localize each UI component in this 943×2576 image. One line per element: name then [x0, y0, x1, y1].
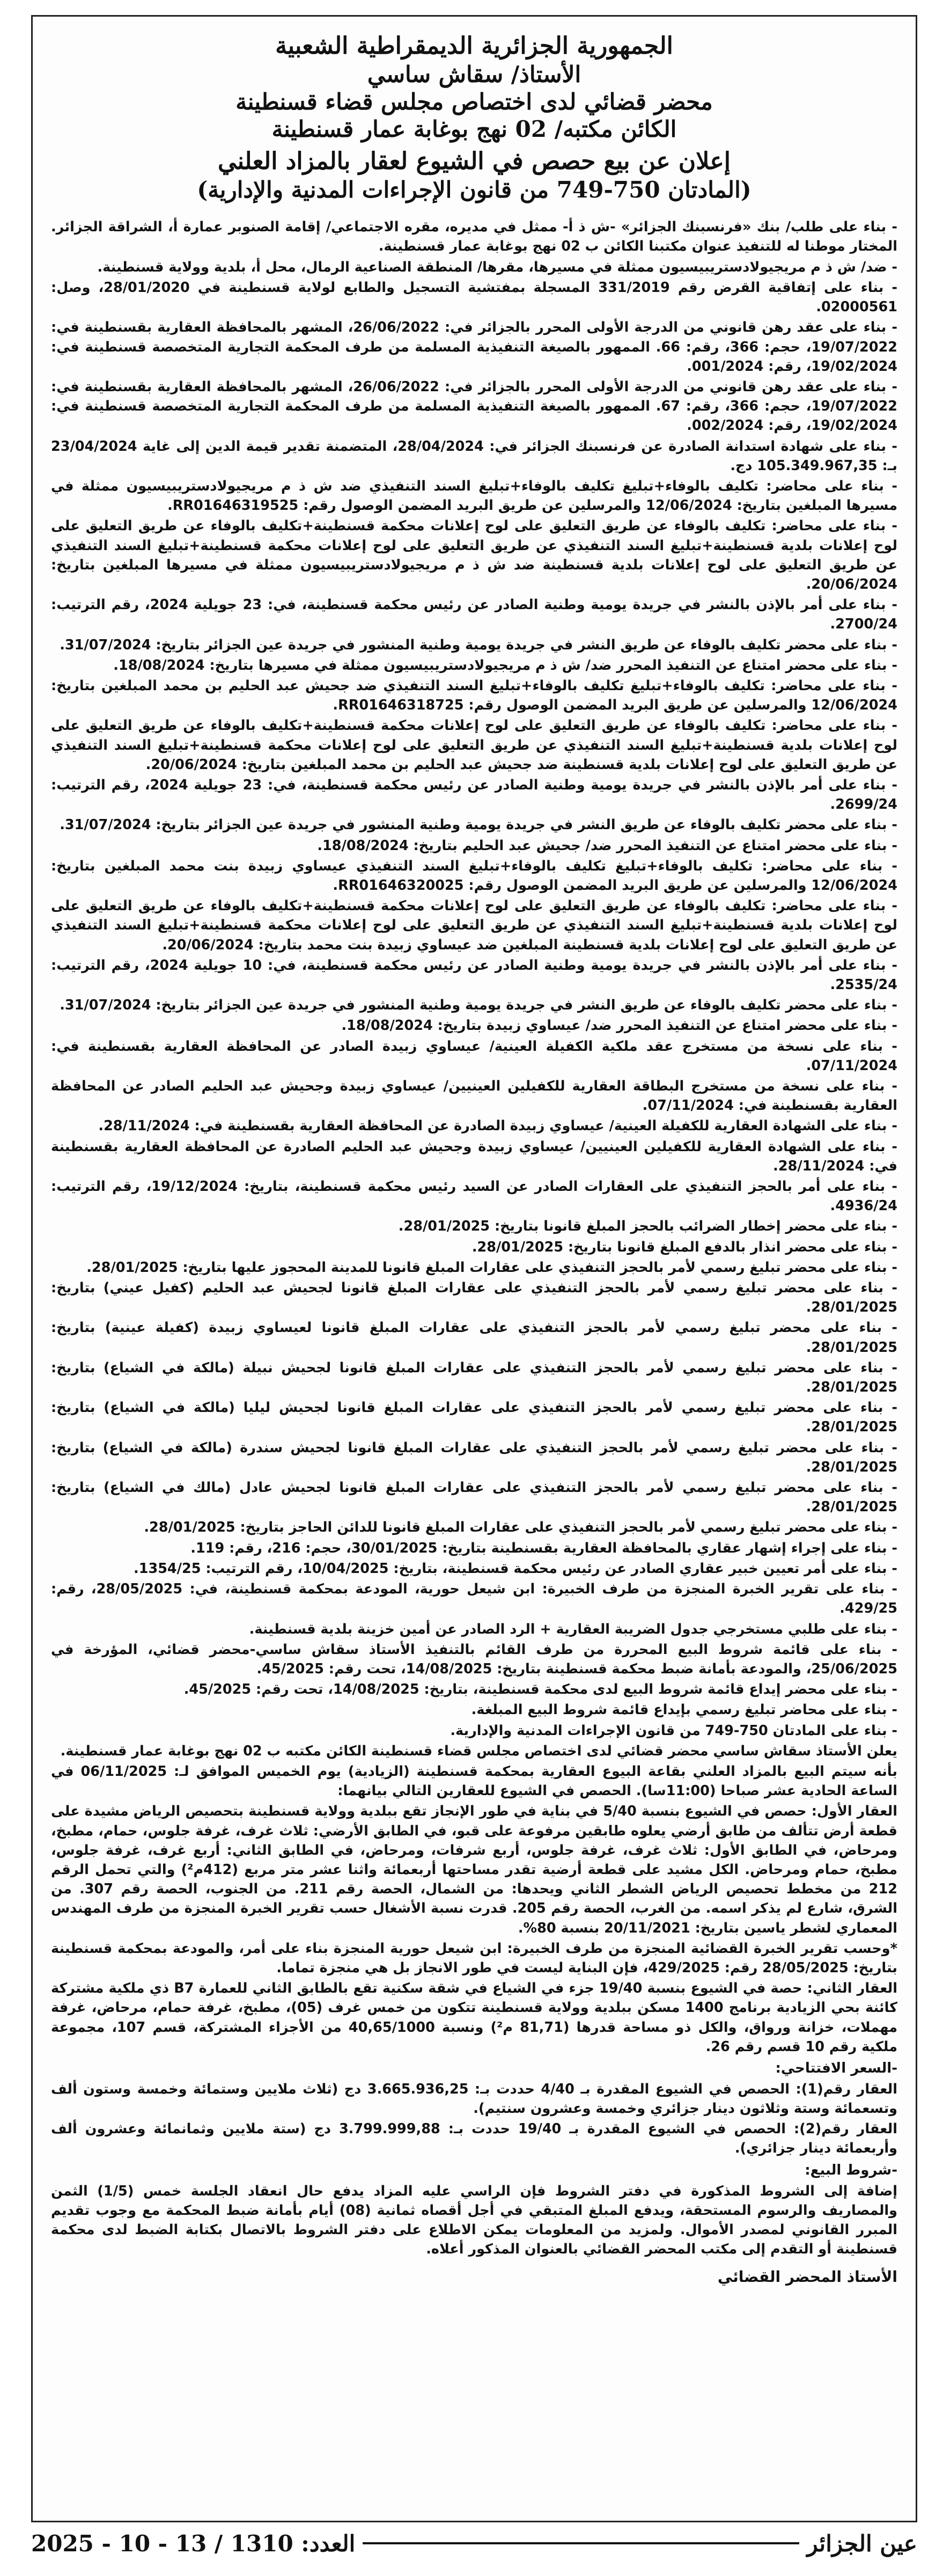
paragraph: - ضد/ ش ذ م مريجيولادستريبيسيون ممثلة في مسيرها، مقرها/ المنطقة الصناعية الرمال، محل أ، بلدية وولاية قسنطينة. [97, 259, 897, 275]
paragraph: - بناء على محضر امتناع عن التنفيذ المحرر ضد/ جحيش عبد الحليم بتاريخ: 18/08/2024. [317, 837, 897, 854]
paragraph: - بناء على شهادة استدانة الصادرة عن فرنسبنك الجزائر في: 28/04/2024، المتضمنة تقدير قيمة الدين إلى غاية 23/04/2024 بـ: 105.349.967,35 دج. [51, 438, 897, 474]
newspaper-name: عين الجزائر [807, 2530, 917, 2557]
republic-line: الجمهورية الجزائرية الديمقراطية الشعبية [275, 32, 673, 60]
paragraph: - بناء على إجراء إشهار عقاري بالمحافظة العقارية بقسنطينة بتاريخ: 30/01/2025، حجم: 216، رقم: 119. [190, 1540, 897, 1556]
paragraph: - بناء على محضر تبليغ رسمي لأمر بالحجز التنفيذي على عقارات المبلغ قانونا للمدينة المحجوز عليها بتاريخ: 28/01/2025. [86, 1259, 897, 1276]
announcement-page [31, 15, 917, 2522]
paragraph: - بناء على نسخة من مستخرج عقد ملكية الكفيلة العينية/ عيساوي زبيدة الصادر عن المحافظة العقارية بقسنطينة في: 07/11/2024. [51, 1038, 897, 1074]
paragraph: - بناء على إتفاقية القرض رقم 331/2019 المسجلة بمفتشية التسجيل والطابع لولاية قسنطينة في 28/01/2020، وصل: 02000561. [51, 279, 897, 316]
price-section-title: -السعر الافتتاحي: [775, 2060, 897, 2076]
paragraph: - بناء على عقد رهن قانوني من الدرجة الأولى المحرر بالجزائر في: 26/06/2022، المشهر بالمحافظة العقارية بقسنطينة في: 19/07/2022، حجم: 366، رقم: 67. الممهور بالصيغة التنفيذية المسلمة من طرف المحكمة التجارية المتخصصة قسنطينة في: 19/02/2024، رقم: 002/2024. [51, 378, 898, 434]
property-description: العقار الأول: حصص في الشيوع بنسبة 5/40 في بناية في طور الإنجاز تقع ببلدية وولاية قسنطينة بتحصيص الرياض مشيدة على قطعة أرض تتألف من طابق أرضي يعلوه طابقين مرفوعة على قبو، في الطابق الأرضي: ثلاث غرف، غرفة جلوس، حمام، مطبخ، ومرحاض، في الطابق الأول: ثلاث غرف، غرفة جلوس، أربع شرفات، ومرحاض، في الطابق الثاني: أربع غرف، غرفة جلوس، مطبخ، حمام ومرحاض. الكل مشيد على قطعة أرضية تقدر مساحتها أربعمائة واثنا عشر متر مربع (412م²) والتي تحمل الرقم 212 من مخطط تحصيص الرياض الشطر الثاني ويحدها: من الشمال، الحصة رقم 211. من الجنوب، الحصة رقم 307. من الشرق، شارع لم يذكر اسمه. من الغرب، الحصة رقم 205. قدرت نسبة الأشغال حسب تقرير الخبرة المنجزة من طرف المهندس المعماري لشطر ياسين بتاريخ: 20/11/2021 بنسبة 80%. [51, 1803, 898, 1936]
notice-line: بأنه سيتم البيع بالمزاد العلني بقاعة البيوع العقارية بمحكمة قسنطينة (الزيادية) يوم الخميس الموافق لـ: 06/11/2025 في الساعة الحادية عشر صباحا (11:00سا). الحصص في الشيوع للعقارين التالي بيانهما: [51, 1763, 897, 1799]
paragraph: - بناء على محضر تبليغ رسمي لأمر بالحجز التنفيذي على عقارات المبلغ قانونا لجحيش سندرة (مالكة في الشياع) بتاريخ: 28/01/2025. [51, 1439, 897, 1475]
paragraph: - بناء على محاضر: تكليف بالوفاء عن طريق التعليق على لوح إعلانات محكمة قسنطينة+تكليف بالوفاء عن طريق التعليق على لوح إعلانات بلدية قسنطينة+تبليغ السند التنفيذي عن طريق التعليق على لوح إعلانات محكمة قسنطينة+تبليغ السند التنفيذي عن طريق التعليق على لوح إعلانات بلدية قسنطينة ضد جحيش عبد الحليم بن محمد المبلغين بتاريخ: 20/06/2024. [51, 718, 897, 773]
paragraph: - بناء على محاضر تبليغ رسمي بإيداع قائمة شروط البيع المبلغة. [471, 1702, 897, 1718]
paragraph: - بناء على محضر إيداع قائمة شروط البيع لدى محكمة قسنطينة، بتاريخ: 14/08/2025، تحت رقم: 45/2025. [183, 1681, 897, 1698]
paragraph: - بناء على الشهادة العقارية للكفيلة العينية/ عيساوي زبيدة الصادرة عن المحافظة العقارية بقسنطينة في: 28/11/2024. [98, 1118, 897, 1135]
paragraph: - بناء على محضر تبليغ رسمي لأمر بالحجز التنفيذي على عقارات المبلغ قانونا لعيساوي زبيدة (كفيلة عينية) بتاريخ: 28/01/2025. [51, 1320, 897, 1356]
paragraph: - بناء على أمر بالحجز التنفيذي على العقارات الصادر عن السيد رئيس محكمة قسنطينة، بتاريخ: 19/12/2024، رقم الترتيب: 4936/24. [51, 1179, 897, 1214]
paragraph: - بناء على محضر تبليغ رسمي لأمر بالحجز التنفيذي على عقارات المبلغ قانونا لجحيش عبد الحليم (كفيل عيني) بتاريخ: 28/01/2025. [51, 1280, 897, 1316]
paragraph: - بناء على أمر بالإذن بالنشر في جريدة يومية وطنية الصادر عن رئيس محكمة قسنطينة، في: 10 جويلية 2024، رقم الترتيب: 2535/24. [51, 957, 897, 993]
paragraph: - بناء على المادتان 750-749 من قانون الإجراءات المدنية والإدارية. [450, 1722, 897, 1739]
paragraph: - بناء على محضر إخطار الضرائب بالحجز المبلغ قانونا بتاريخ: 28/01/2025. [398, 1218, 897, 1235]
paragraph: - بناء على محضر تبليغ رسمي لأمر بالحجز التنفيذي على عقارات المبلغ قانونا لجحيش نبيلة (مالكة في الشياع) بتاريخ: 28/01/2025. [51, 1359, 897, 1396]
paragraph: - بناء على الشهادة العقارية للكفيلين العينيين/ عيساوي زبيدة وجحيش عبد الحليم الصادرة عن المحافظة العقارية بقسنطينة في: 28/11/2024. [51, 1138, 897, 1174]
footer-rule [363, 2542, 799, 2544]
paragraph: - بناء على طلب/ بنك «فرنسبنك الجزائر» -ش ذ أ- ممثل في مديره، مقره الاجتماعي/ إقامة الصنوبر عمارة أ، الشراقة الجزائر. المختار موطنا له للتنفيذ عنوان مكتبنا الكائن ب 02 نهج بوغابة عمار قسنطينة. [51, 219, 897, 255]
bailiff-jurisdiction: محضر قضائي لدى اختصاص مجلس قضاء قسنطينة [235, 88, 713, 115]
paragraph: - بناء على محاضر: تكليف بالوفاء+تبليغ تكليف بالوفاء+تبليغ السند التنفيذي عيساوي زبيدة بنت محمد المبلغين بتاريخ: 12/06/2024 والمرسلين عن طريق البريد المضمن الوصول رقم: RR01646320025. [51, 858, 897, 894]
price-item: العقار رقم(1): الحصص في الشيوع المقدرة بـ 4/40 حددت بـ: 3.665.936,25 دج (ثلاث ملايين وستمائة وخمسة وستون ألف وتسعمائة وستة وثلاثون دينار جزائري وخمسة وعشرون سنتيم). [51, 2081, 897, 2117]
paragraph: - بناء على محاضر: تكليف بالوفاء+تبليغ تكليف بالوفاء+تبليغ السند التنفيذي ضد جحيش عبد الحليم بن محمد المبلغين بتاريخ: 12/06/2024 والمرسلين عن طريق البريد المضمن الوصول رقم: RR01646318725. [51, 677, 897, 714]
paragraph: - بناء على محضر امتناع عن التنفيذ المحرر ضد/ عيساوي زبيدة بتاريخ: 18/08/2024. [341, 1018, 897, 1034]
paragraph: - بناء على محاضر: تكليف بالوفاء+تبليغ تكليف بالوفاء+تبليغ السند التنفيذي ضد ش ذ م مريجيولادستريبيسيون ممثلة في مسيرها المبلغين بتاريخ: 12/06/2024 والمرسلين عن طريق البريد المضمن الوصول رقم: RR01646319525. [51, 478, 897, 514]
paragraph: - بناء على طلبي مستخرجي جدول الضريبة العقارية + الرد الصادر عن أمين خزينة بلدية قسنطينة. [249, 1621, 897, 1637]
paragraph: - بناء على نسخة من مستخرج البطاقة العقارية للكفيلين العينيين/ عيساوي زبيدة وجحيش عبد الحليم الصادر عن المحافظة العقارية بقسنطينة في: 07/11/2024. [51, 1078, 897, 1114]
signature: الأستاذ المحضر القضائي [717, 2268, 897, 2286]
price-item: العقار رقم(2): الحصص في الشيوع المقدرة بـ 19/40 حددت بـ: 3.799.999,88 دج (ستة ملايين وثمانمائة وعشرون ألف وأربعمائة دينار جزائري). [51, 2121, 897, 2157]
property-description: العقار الثاني: حصة في الشيوع بنسبة 19/40 جزء في الشياع في شقة سكنية تقع بالطابق الثاني للعمارة B7 ذي ملكية مشتركة كائنة بحي الزيادية برنامج 1400 مسكن ببلدية وولاية قسنطينة تتكون من خمس غرف (05)، مطبخ، غرفة حمام، مرحاض، غرفة مهملات، خزانة ورواق، والكل ذو مساحة قدرها (81,71 م²) ونسبة 40,65/1000 من الأجزاء المشتركة، قسم 107، مجموعة ملكية رقم 10 قسم رقم 26. [51, 1980, 897, 2055]
announcement-title: إعلان عن بيع حصص في الشيوع لعقار بالمزاد العلني [218, 148, 731, 175]
paragraph: - بناء على محضر تبليغ رسمي لأمر بالحجز التنفيذي على عقارات المبلغ قانونا للدائن الحاجز بتاريخ: 28/01/2025. [144, 1519, 897, 1536]
notice-block [51, 1741, 897, 1801]
paragraph: - بناء على تقرير الخبرة المنجزة من طرف الخبيرة: ابن شيعل حورية، المودعة بمحكمة قسنطينة، في: 28/05/2025، رقم: 429/25. [51, 1581, 897, 1617]
paragraph: - بناء على عقد رهن قانوني من الدرجة الأولى المحرر بالجزائر في: 26/06/2022، المشهر بالمحافظة العقارية بقسنطينة في: 19/07/2022، حجم: 366، رقم: 66. الممهور بالصيغة التنفيذية المسلمة من طرف المحكمة التجارية المتخصصة قسنطينة في: 19/02/2024، رقم: 001/2024. [51, 319, 898, 375]
paragraph: - بناء على محضر تكليف بالوفاء عن طريق النشر في جريدة يومية وطنية المنشور في جريدة عين الجزائر بتاريخ: 31/07/2024. [60, 817, 897, 833]
newspaper-footer [31, 2527, 917, 2560]
paragraph: - بناء على محضر تكليف بالوفاء عن طريق النشر في جريدة يومية وطنية المنشور في جريدة عين الجزائر بتاريخ: 31/07/2024. [60, 997, 897, 1014]
terms-section-title: -شروط البيع: [805, 2162, 897, 2178]
paragraph: - بناء على محضر تكليف بالوفاء عن طريق النشر في جريدة يومية وطنية المنشور في جريدة عين الجزائر بتاريخ: 31/07/2024. [60, 636, 897, 653]
notice-line: يعلن الأستاذ سقاش ساسي محضر قضائي لدى اختصاص مجلس قضاء قسنطينة الكائن مكتبه ب 02 نهج بوغابة عمار قسنطينة. [60, 1743, 897, 1759]
issue-number: العدد: 1310 / 13 - 10 - 2025 [31, 2530, 356, 2557]
paragraph-list [51, 217, 897, 1740]
paragraph: - بناء على أمر تعيين خبير عقاري الصادر عن رئيس محكمة قسنطينة، بتاريخ: 10/04/2025، رقم الترتيب: 1354/25. [134, 1560, 897, 1577]
paragraph: - بناء على محاضر: تكليف بالوفاء عن طريق التعليق على لوح إعلانات محكمة قسنطينة+تكليف بالوفاء عن طريق التعليق على لوح إعلانات بلدية قسنطينة+تبليغ السند التنفيذي عن طريق التعليق على لوح إعلانات محكمة قسنطينة+تبليغ السند التنفيذي عن طريق التعليق على لوح إعلانات بلدية قسنطينة المبلغين ضد عيساوي زبيدة بنت محمد بتاريخ: 20/06/2024. [51, 898, 897, 953]
announcement-subtitle: (المادتان 750-749 من قانون الإجراءات المدنية والإدارية) [197, 177, 752, 203]
paragraph: - بناء على محاضر: تكليف بالوفاء عن طريق التعليق على لوح إعلانات محكمة قسنطينة+تكليف بالوفاء عن طريق التعليق على لوح إعلانات بلدية قسنطينة+تبليغ السند التنفيذي عن طريق التعليق على لوح إعلانات محكمة قسنطينة+تبليغ السند التنفيذي عن طريق التعليق على لوح إعلانات بلدية قسنطينة ضد ش ذ م مريجيولادستريبيسيون ممثلة في مسيرها المبلغين بتاريخ: 20/06/2024. [51, 518, 897, 592]
paragraph: - بناء على محضر تبليغ رسمي لأمر بالحجز التنفيذي على عقارات المبلغ قانونا لجحيش ليليا (مالكة في الشياع) بتاريخ: 28/01/2025. [51, 1400, 897, 1436]
bailiff-office-address: الكائن مكتبه/ 02 نهج بوغابة عمار قسنطينة [271, 116, 677, 143]
paragraph: - بناء على محضر تبليغ رسمي لأمر بالحجز التنفيذي على عقارات المبلغ قانونا لجحيش عادل (مالك في الشياع) بتاريخ: 28/01/2025. [51, 1480, 897, 1516]
paragraph: - بناء على محضر انذار بالدفع المبلغ قانونا بتاريخ: 28/01/2025. [471, 1239, 897, 1255]
paragraph: - بناء على قائمة شروط البيع المحررة من طرف القائم بالتنفيذ الأستاذ سقاش ساسي-محضر قضائي، المؤرخة في 25/06/2025، والمودعة بأمانة ضبط محكمة قسنطينة بتاريخ: 14/08/2025، تحت رقم: 45/2025. [51, 1641, 897, 1677]
paragraph: - بناء على أمر بالإذن بالنشر في جريدة يومية وطنية الصادر عن رئيس محكمة قسنطينة، في: 23 جويلية 2024، رقم الترتيب: 2700/24. [51, 597, 897, 633]
paragraph: - بناء على محضر امتناع عن التنفيذ المحرر ضد/ ش ذ م مريجيولادستريبيسيون ممثلة في مسيرها بتاريخ: 18/08/2024. [113, 657, 897, 674]
paragraph: - بناء على أمر بالإذن بالنشر في جريدة يومية وطنية الصادر عن رئيس محكمة قسنطينة، في: 23 جويلية 2024، رقم الترتيب: 2699/24. [51, 777, 897, 813]
bailiff-name: الأستاذ/ سقاش ساسي [367, 61, 581, 87]
announcement-header [51, 32, 897, 203]
terms-text: إضافة إلى الشروط المذكورة في دفتر الشروط فإن الراسي عليه المزاد يدفع حال انعقاد الجلسة خمس (1/5) الثمن والمصاريف والرسوم المستحقة، ويدفع المبلغ المتبقي في أجل أقصاه ثمانية (08) أيام بأمانة ضبط المحكمة مع وجوب تقديم المبرر القانوني لمصدر الأموال. ولمزيد من المعلومات يمكن الاطلاع على دفتر الشروط بالاتصال بكتابة الضبط لدى محكمة قسنطينة أو التقدم إلى مكتب المحضر القضائي بالعنوان المذكور أعلاه. [51, 2183, 898, 2258]
price-list [51, 2080, 897, 2158]
property-list [51, 1802, 897, 2057]
announcement-body [51, 217, 897, 2288]
property-description: *وحسب تقرير الخبرة القضائية المنجزة من طرف الخبيرة: ابن شيعل حورية المنجزة بناء على أمر، والمودعة بمحكمة قسنطينة بتاريخ: 28/05/2025 رقم: 429/2025، فإن البناية ليست في طور الانجاز بل هي منجزة تماما. [51, 1940, 897, 1976]
